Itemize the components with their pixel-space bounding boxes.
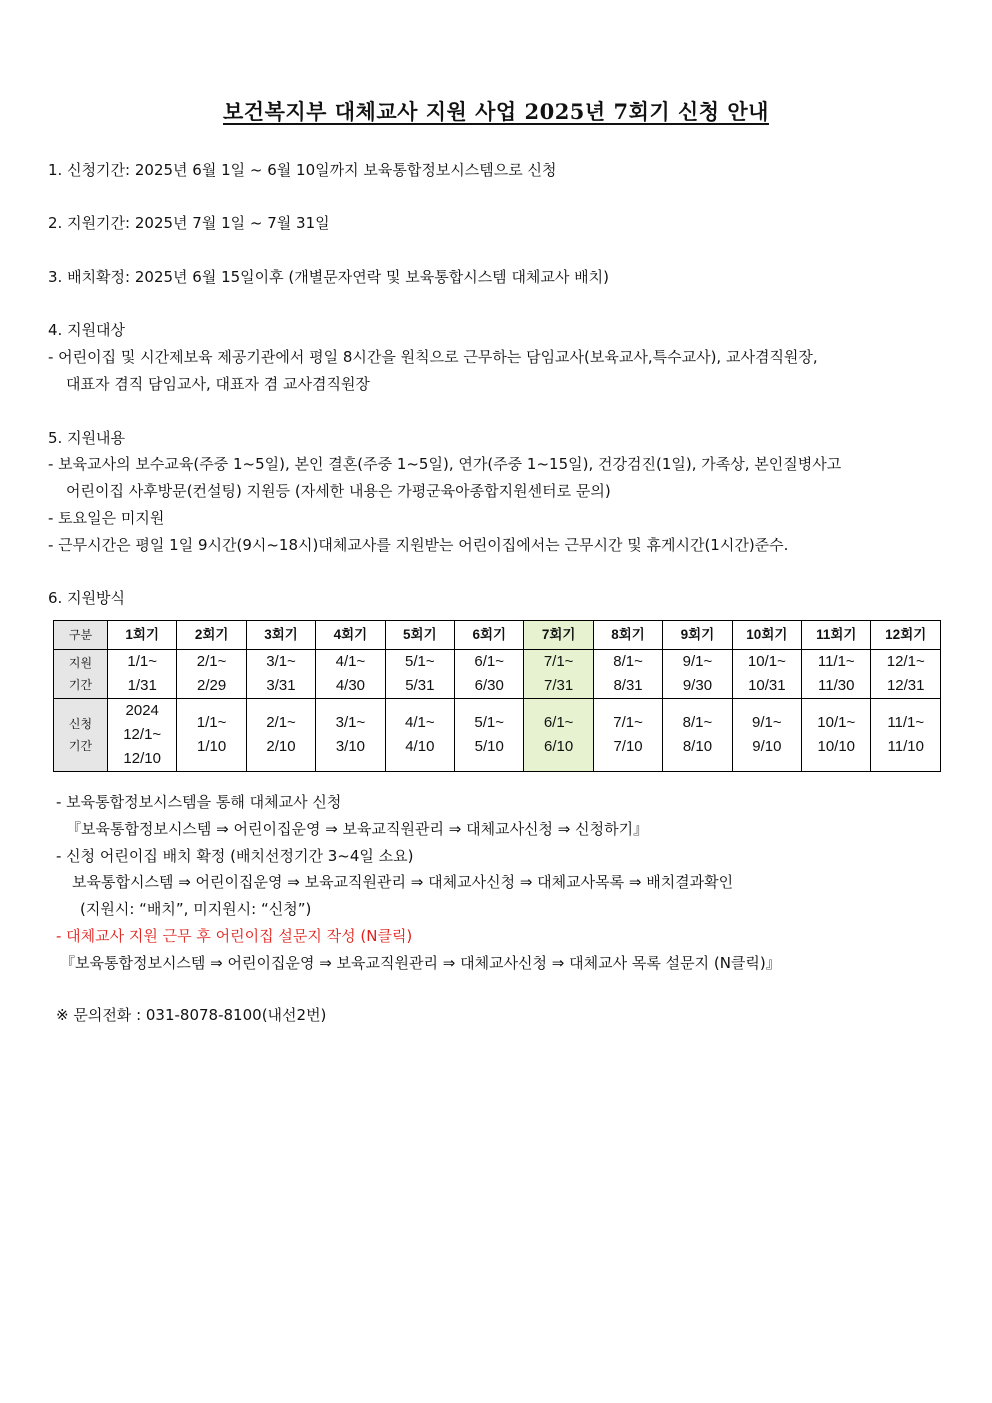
content-line-4: - 근무시간은 평일 1일 9시간(9시~18시)대체교사를 지원받는 어린이집에서는 근무시간 및 휴게시간(1시간)준수. xyxy=(48,536,789,554)
table-header-row xyxy=(54,621,941,650)
header-cell: 8회기 xyxy=(593,621,662,650)
note-apply-path: 『보육통합정보시스템 ⇒ 어린이집운영 ⇒ 보육교직원관리 ⇒ 대체교사신청 ⇒ 신청하기』 xyxy=(66,820,649,838)
row-label-apply: 신청 기간 xyxy=(54,699,108,772)
target-line-1: - 어린이집 및 시간제보육 제공기관에서 평일 8시간을 원칙으로 근무하는 담임교사(보육교사,특수교사), 교사겸직원장, xyxy=(48,348,818,366)
note-placement: - 신청 어린이집 배치 확정 (배치선정기간 3~4일 소요) xyxy=(56,847,414,865)
header-cell: 1회기 xyxy=(108,621,177,650)
apply-period-row xyxy=(54,699,941,772)
content-line-2: 어린이집 사후방문(컨설팅) 지원등 (자세한 내용은 가평군육아종합지원센터로 문의) xyxy=(66,482,611,500)
table-cell: 2/1~ 2/10 xyxy=(246,699,315,772)
header-cell: 5회기 xyxy=(385,621,454,650)
content-line-1: - 보육교사의 보수교육(주중 1~5일), 본인 결혼(주중 1~5일), 연가(주중 1~15일), 건강검진(1일), 가족상, 본인질병사고 xyxy=(48,455,842,473)
header-cell: 2회기 xyxy=(177,621,246,650)
table-cell: 9/1~ 9/10 xyxy=(732,699,801,772)
table-cell: 11/1~ 11/10 xyxy=(871,699,941,772)
header-cell: 6회기 xyxy=(455,621,524,650)
table-cell: 4/1~ 4/30 xyxy=(316,650,385,699)
header-cell: 3회기 xyxy=(246,621,315,650)
support-period-row xyxy=(54,650,941,699)
schedule-table xyxy=(53,620,941,772)
table-cell: 2/1~ 2/29 xyxy=(177,650,246,699)
row-label-support: 지원 기간 xyxy=(54,650,108,699)
header-cell-highlighted: 7회기 xyxy=(524,621,593,650)
table-cell: 5/1~ 5/31 xyxy=(385,650,454,699)
note-apply: - 보육통합정보시스템을 통해 대체교사 신청 xyxy=(56,793,342,811)
table-cell: 12/1~ 12/31 xyxy=(871,650,941,699)
header-cell: 10회기 xyxy=(732,621,801,650)
content-line-3: - 토요일은 미지원 xyxy=(48,509,165,527)
table-cell: 6/1~ 6/30 xyxy=(455,650,524,699)
header-cell: 4회기 xyxy=(316,621,385,650)
table-cell: 1/1~ 1/31 xyxy=(108,650,177,699)
document-title: 보건복지부 대체교사 지원 사업 2025년 7회기 신청 안내 xyxy=(223,99,769,124)
placement-confirm: 3. 배치확정: 2025년 6월 15일이후 (개별문자연락 및 보육통합시스템 대체교사 배치) xyxy=(48,268,609,286)
header-cell: 12회기 xyxy=(871,621,941,650)
support-period: 2. 지원기간: 2025년 7월 1일 ~ 7월 31일 xyxy=(48,214,330,232)
contact-phone: ※ 문의전화 : 031-8078-8100(내선2번) xyxy=(56,1006,327,1024)
target-heading: 4. 지원대상 xyxy=(48,321,126,339)
method-heading: 6. 지원방식 xyxy=(48,589,126,607)
table-cell: 1/1~ 1/10 xyxy=(177,699,246,772)
target-line-2: 대표자 겸직 담임교사, 대표자 겸 교사겸직원장 xyxy=(66,375,370,393)
content-heading: 5. 지원내용 xyxy=(48,429,126,447)
table-cell: 5/1~ 5/10 xyxy=(455,699,524,772)
table-cell: 2024 12/1~ 12/10 xyxy=(108,699,177,772)
note-placement-path: 보육통합시스템 ⇒ 어린이집운영 ⇒ 보육교직원관리 ⇒ 대체교사신청 ⇒ 대체교사목록 ⇒ 배치결과확인 xyxy=(72,873,734,891)
table-cell: 4/1~ 4/10 xyxy=(385,699,454,772)
table-cell-highlighted: 7/1~ 7/31 xyxy=(524,650,593,699)
table-cell-highlighted: 6/1~ 6/10 xyxy=(524,699,593,772)
table-cell: 3/1~ 3/31 xyxy=(246,650,315,699)
note-survey-path: 『보육통합정보시스템 ⇒ 어린이집운영 ⇒ 보육교직원관리 ⇒ 대체교사신청 ⇒ 대체교사 목록 설문지 (N클릭)』 xyxy=(60,954,781,972)
table-cell: 11/1~ 11/30 xyxy=(802,650,871,699)
table-corner-cell: 구분 xyxy=(54,621,108,650)
table-cell: 7/1~ 7/10 xyxy=(593,699,662,772)
table-cell: 8/1~ 8/10 xyxy=(663,699,732,772)
table-cell: 3/1~ 3/10 xyxy=(316,699,385,772)
table-cell: 9/1~ 9/30 xyxy=(663,650,732,699)
header-cell: 11회기 xyxy=(802,621,871,650)
table-cell: 10/1~ 10/31 xyxy=(732,650,801,699)
header-cell: 9회기 xyxy=(663,621,732,650)
note-placement-status: (지원시: “배치”, 미지원시: “신청”) xyxy=(80,900,312,918)
table-cell: 8/1~ 8/31 xyxy=(593,650,662,699)
apply-period: 1. 신청기간: 2025년 6월 1일 ~ 6월 10일까지 보육통합정보시스템으로 신청 xyxy=(48,161,557,179)
table-cell: 10/1~ 10/10 xyxy=(802,699,871,772)
note-survey-warning: - 대체교사 지원 근무 후 어린이집 설문지 작성 (N클릭) xyxy=(56,927,413,945)
